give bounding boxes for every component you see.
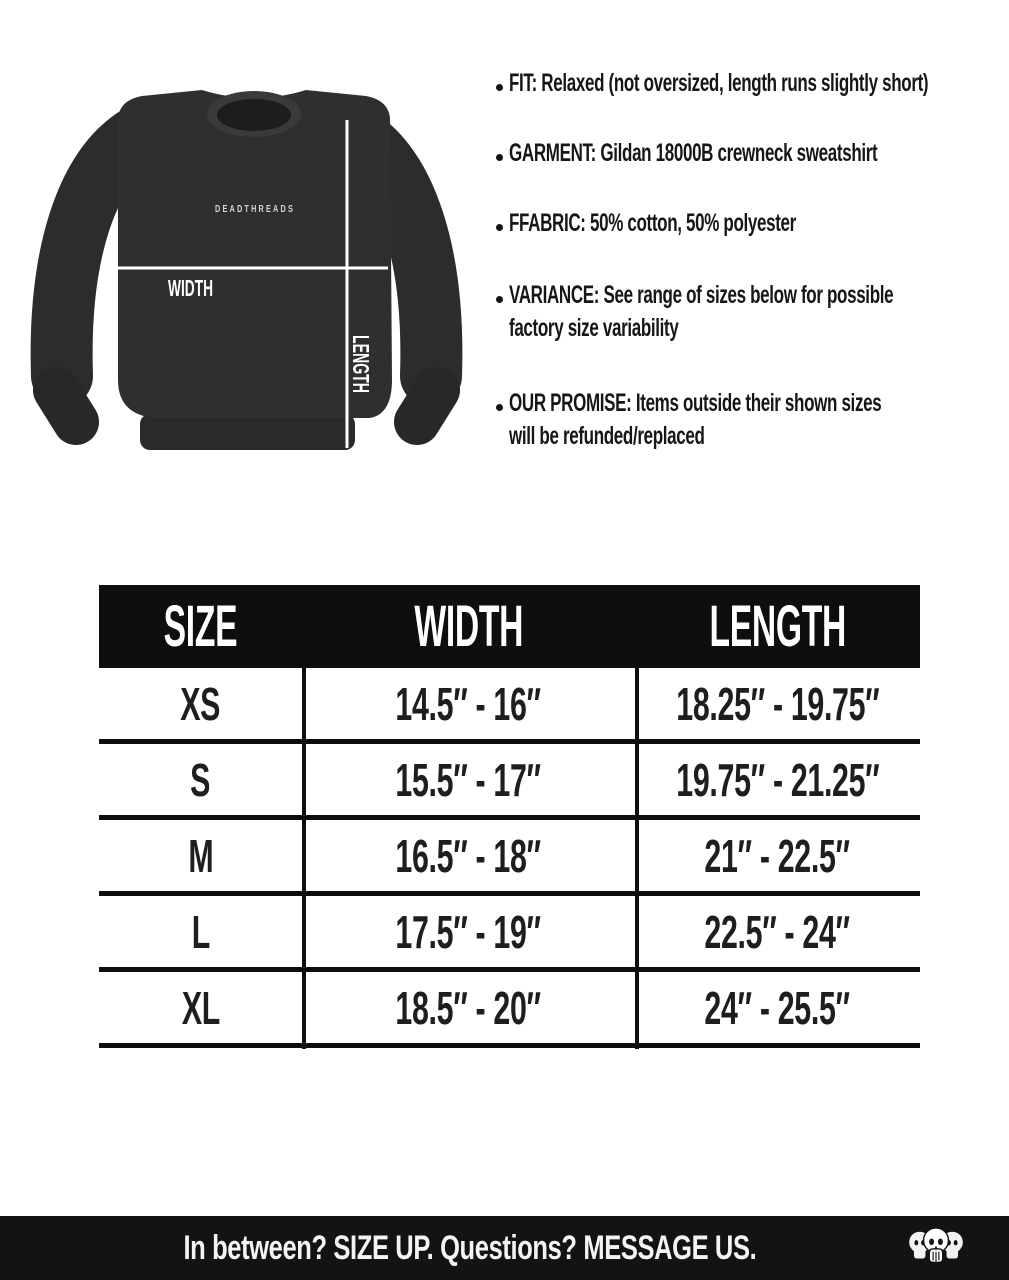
cell-width: 16.5″ - 18″: [395, 829, 542, 882]
cell-width: 15.5″ - 17″: [395, 753, 542, 806]
size-chart-table: [99, 585, 920, 1049]
product-detail-item-garment: [496, 137, 1009, 170]
cell-size: L: [191, 905, 210, 958]
table-header-row: [99, 585, 920, 668]
detail-line: factory size variability: [509, 314, 679, 342]
cell-size: M: [188, 829, 213, 882]
bullet-dot-icon: [496, 404, 503, 411]
cell-width: 17.5″ - 19″: [395, 905, 542, 958]
detail-line: FIT: Relaxed (not oversized, length runs slightly short): [509, 69, 929, 97]
detail-line: OUR PROMISE: Items outside their shown sizes: [509, 389, 882, 417]
footer-message: In between? SIZE UP. Questions? MESSAGE US.: [183, 1228, 756, 1267]
bullet-dot-icon: [496, 154, 503, 161]
header-cell-size: SIZE: [163, 594, 238, 659]
product-detail-item-promise: [496, 387, 1009, 453]
footer-bar: [0, 1216, 1009, 1280]
length-measure-label: LENGTH: [348, 335, 374, 430]
cell-length: 22.5″ - 24″: [704, 905, 851, 958]
bullet-dot-icon: [496, 224, 503, 231]
width-measure-label: WIDTH: [168, 275, 213, 301]
sweatshirt-figure: [14, 84, 479, 464]
table-row-xl: [99, 972, 920, 1048]
table-row-xs: [99, 668, 920, 744]
right-cuff: [417, 390, 437, 422]
cell-size: XS: [180, 677, 221, 730]
column-divider: [635, 668, 639, 1049]
detail-line: FFABRIC: 50% cotton, 50% polyester: [509, 209, 796, 237]
left-cuff: [56, 390, 76, 422]
header-cell-length: LENGTH: [709, 594, 846, 659]
column-divider: [302, 668, 306, 1049]
table-row-s: [99, 744, 920, 820]
cell-size: XL: [181, 981, 220, 1034]
product-detail-item-fit: [496, 67, 1009, 100]
sweatshirt-image: [14, 84, 479, 464]
cell-length: 18.25″ - 19.75″: [675, 677, 880, 730]
header-cell-width: WIDTH: [414, 594, 523, 659]
collar-opening: [217, 99, 291, 131]
three-skulls-logo-icon: [905, 1225, 967, 1271]
table-row-l: [99, 896, 920, 972]
cell-length: 21″ - 22.5″: [704, 829, 851, 882]
product-detail-item-fabric: [496, 207, 931, 240]
cell-length: 19.75″ - 21.25″: [675, 753, 880, 806]
detail-line: will be refunded/replaced: [509, 422, 705, 450]
cell-width: 14.5″ - 16″: [395, 677, 542, 730]
cell-length: 24″ - 25.5″: [704, 981, 851, 1034]
cell-width: 18.5″ - 20″: [395, 981, 542, 1034]
bullet-dot-icon: [496, 84, 503, 91]
bullet-dot-icon: [496, 296, 503, 303]
detail-line: GARMENT: Gildan 18000B crewneck sweatshirt: [509, 139, 878, 167]
brand-print-text: DEADTHREADS: [215, 204, 295, 215]
table-row-m: [99, 820, 920, 896]
product-detail-item-variance: [496, 279, 1009, 345]
detail-line: VARIANCE: See range of sizes below for possible: [509, 281, 894, 309]
waistband: [140, 414, 355, 450]
cell-size: S: [190, 753, 211, 806]
